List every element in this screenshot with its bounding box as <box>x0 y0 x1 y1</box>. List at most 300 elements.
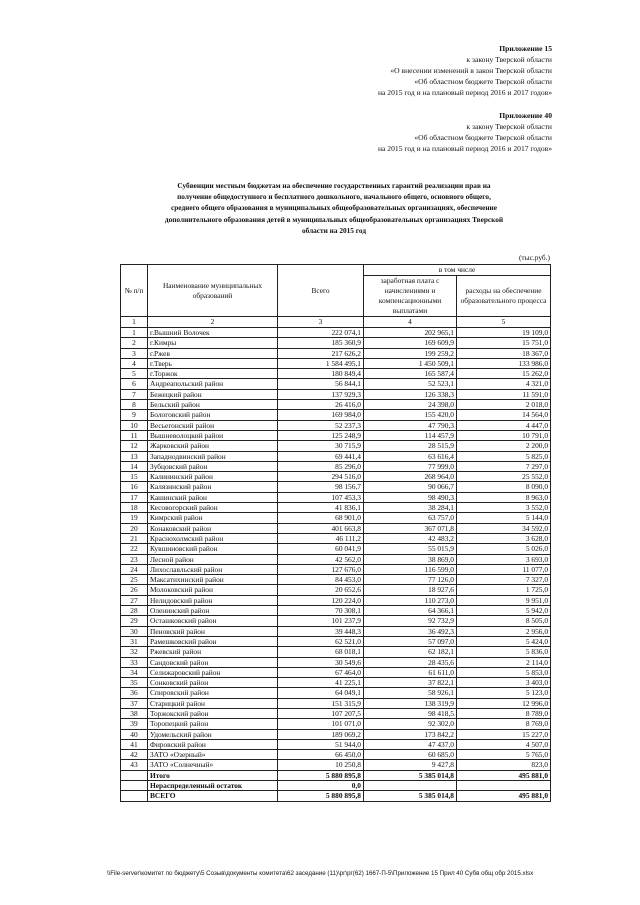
row-salary: 155 420,0 <box>364 410 457 420</box>
row-expenses: 1 725,0 <box>457 585 551 595</box>
table-row <box>121 482 551 492</box>
row-total: 101 071,0 <box>278 719 364 729</box>
row-salary: 92 302,0 <box>364 719 457 729</box>
row-total: 67 464,0 <box>278 667 364 677</box>
summary-blank <box>121 770 148 780</box>
row-salary: 63 616,4 <box>364 451 457 461</box>
row-no: 43 <box>121 760 148 770</box>
row-name: Кесовогорский район <box>148 503 278 513</box>
row-expenses: 3 628,0 <box>457 533 551 543</box>
row-no: 28 <box>121 606 148 616</box>
row-salary: 165 587,4 <box>364 369 457 379</box>
row-total: 41 225,1 <box>278 678 364 688</box>
table-row <box>121 389 551 399</box>
row-salary: 28 515,9 <box>364 441 457 451</box>
row-salary: 24 398,0 <box>364 400 457 410</box>
row-expenses: 7 297,0 <box>457 461 551 471</box>
table-row <box>121 472 551 482</box>
summary-total: 5 880 895,8 <box>278 791 364 801</box>
table-row <box>121 328 551 338</box>
row-name: Осташковский район <box>148 616 278 626</box>
row-total: 151 315,9 <box>278 698 364 708</box>
row-salary: 367 071,8 <box>364 523 457 533</box>
row-expenses: 5 825,0 <box>457 451 551 461</box>
row-salary: 98 418,5 <box>364 708 457 718</box>
row-no: 9 <box>121 410 148 420</box>
table-row <box>121 369 551 379</box>
row-no: 38 <box>121 708 148 718</box>
heading-line: Субвенции местным бюджетам на обеспечение государственных гарантий реализации прав на <box>177 181 491 190</box>
row-expenses: 4 507,0 <box>457 739 551 749</box>
row-name: ЗАТО «Солнечный» <box>148 760 278 770</box>
table-row <box>121 544 551 554</box>
row-salary: 38 284,1 <box>364 503 457 513</box>
row-expenses: 5 765,0 <box>457 750 551 760</box>
document-heading <box>124 180 544 236</box>
column-number: 2 <box>148 317 278 328</box>
header-expenses: расходы на обеспечение образовательного процесса <box>457 276 551 317</box>
row-total: 30 715,9 <box>278 441 364 451</box>
summary-salary <box>364 781 457 791</box>
row-name: Максатихинский район <box>148 575 278 585</box>
row-expenses: 8 789,0 <box>457 708 551 718</box>
row-name: Краснохолмский район <box>148 533 278 543</box>
row-total: 101 237,9 <box>278 616 364 626</box>
row-expenses: 5 026,0 <box>457 544 551 554</box>
table-row <box>121 750 551 760</box>
table-row <box>121 636 551 646</box>
row-name: Оленинский район <box>148 606 278 616</box>
row-total: 68 018,1 <box>278 647 364 657</box>
row-no: 40 <box>121 729 148 739</box>
row-no: 12 <box>121 441 148 451</box>
table-row <box>121 564 551 574</box>
row-no: 16 <box>121 482 148 492</box>
row-total: 107 207,5 <box>278 708 364 718</box>
table-row <box>121 708 551 718</box>
row-expenses: 8 090,0 <box>457 482 551 492</box>
row-salary: 62 182,1 <box>364 647 457 657</box>
row-total: 169 984,0 <box>278 410 364 420</box>
row-salary: 77 126,0 <box>364 575 457 585</box>
row-expenses: 25 552,0 <box>457 472 551 482</box>
row-salary: 18 927,6 <box>364 585 457 595</box>
header-salary: заработная плата с начислениями и компенсационными выплатами <box>364 276 457 317</box>
summary-name: Нераспределенный остаток <box>148 781 278 791</box>
units-label: (тыс.руб.) <box>518 253 550 262</box>
row-no: 7 <box>121 389 148 399</box>
row-no: 6 <box>121 379 148 389</box>
row-no: 33 <box>121 657 148 667</box>
row-name: Нелидовский район <box>148 595 278 605</box>
table-row <box>121 606 551 616</box>
row-no: 15 <box>121 472 148 482</box>
appendix-15-block <box>378 43 552 98</box>
appendix-15-line: к закону Тверской области <box>466 55 552 64</box>
table-row <box>121 667 551 677</box>
row-no: 25 <box>121 575 148 585</box>
row-no: 27 <box>121 595 148 605</box>
row-expenses: 4 447,0 <box>457 420 551 430</box>
row-salary: 60 685,0 <box>364 750 457 760</box>
row-name: г.Ржев <box>148 348 278 358</box>
row-name: Западнодвинский район <box>148 451 278 461</box>
row-no: 39 <box>121 719 148 729</box>
row-no: 1 <box>121 328 148 338</box>
summary-salary: 5 385 014,8 <box>364 770 457 780</box>
row-name: Конаковский район <box>148 523 278 533</box>
row-total: 1 584 495,1 <box>278 358 364 368</box>
row-salary: 47 790,3 <box>364 420 457 430</box>
row-expenses: 15 751,0 <box>457 338 551 348</box>
row-no: 26 <box>121 585 148 595</box>
table-row <box>121 451 551 461</box>
row-name: Сонковский район <box>148 678 278 688</box>
table-row <box>121 760 551 770</box>
summary-total: 0,0 <box>278 781 364 791</box>
table-row <box>121 379 551 389</box>
row-salary: 169 609,9 <box>364 338 457 348</box>
row-salary: 61 611,0 <box>364 667 457 677</box>
row-name: г.Кимры <box>148 338 278 348</box>
row-expenses: 15 262,0 <box>457 369 551 379</box>
row-total: 294 516,0 <box>278 472 364 482</box>
row-total: 10 250,8 <box>278 760 364 770</box>
row-name: Рамешковский район <box>148 636 278 646</box>
table-row <box>121 657 551 667</box>
summary-row <box>121 770 551 780</box>
table-row <box>121 698 551 708</box>
table-row <box>121 492 551 502</box>
table-row <box>121 678 551 688</box>
row-total: 180 849,4 <box>278 369 364 379</box>
appendix-40-line: к закону Тверской области <box>466 122 552 131</box>
row-expenses: 34 592,0 <box>457 523 551 533</box>
row-total: 217 626,2 <box>278 348 364 358</box>
row-name: Андреапольский район <box>148 379 278 389</box>
row-expenses: 4 321,0 <box>457 379 551 389</box>
row-no: 35 <box>121 678 148 688</box>
table-row <box>121 719 551 729</box>
row-total: 107 453,3 <box>278 492 364 502</box>
table-row <box>121 595 551 605</box>
row-expenses: 5 942,0 <box>457 606 551 616</box>
row-no: 8 <box>121 400 148 410</box>
row-name: Зубцовский район <box>148 461 278 471</box>
row-salary: 1 450 509,1 <box>364 358 457 368</box>
row-total: 39 448,3 <box>278 626 364 636</box>
row-salary: 36 492,3 <box>364 626 457 636</box>
row-no: 21 <box>121 533 148 543</box>
row-salary: 173 842,2 <box>364 729 457 739</box>
row-expenses: 12 996,0 <box>457 698 551 708</box>
row-name: Спировский район <box>148 688 278 698</box>
table-row <box>121 441 551 451</box>
row-salary: 114 457,9 <box>364 430 457 440</box>
table-row <box>121 503 551 513</box>
row-name: Весьегонский район <box>148 420 278 430</box>
row-no: 42 <box>121 750 148 760</box>
row-salary: 268 964,0 <box>364 472 457 482</box>
column-number: 1 <box>121 317 148 328</box>
row-expenses: 15 227,0 <box>457 729 551 739</box>
row-expenses: 11 591,0 <box>457 389 551 399</box>
row-total: 26 416,0 <box>278 400 364 410</box>
table-row <box>121 647 551 657</box>
row-name: Бельский район <box>148 400 278 410</box>
row-no: 36 <box>121 688 148 698</box>
row-name: Сандовский район <box>148 657 278 667</box>
row-name: Вышневолоцкий район <box>148 430 278 440</box>
summary-expenses <box>457 781 551 791</box>
row-expenses: 3 693,0 <box>457 554 551 564</box>
row-no: 32 <box>121 647 148 657</box>
row-name: Селижаровский район <box>148 667 278 677</box>
table-row <box>121 338 551 348</box>
summary-row <box>121 791 551 801</box>
row-total: 120 224,0 <box>278 595 364 605</box>
file-path-footer: \\File-server\комитет по бюджету\5 Созыв\документы комитета\62 заседание (11)\рг\рг(62) 1667-П-5\Приложение 15 Прил 40 Субв общ обр 2015.xlsx <box>106 870 534 877</box>
summary-total: 5 880 895,8 <box>278 770 364 780</box>
row-no: 17 <box>121 492 148 502</box>
row-total: 52 237,3 <box>278 420 364 430</box>
heading-line: дополнительного образования детей в муниципальных общеобразовательных организациях Тверской <box>164 214 504 224</box>
row-total: 70 308,1 <box>278 606 364 616</box>
row-salary: 42 483,2 <box>364 533 457 543</box>
row-name: Калязинский район <box>148 482 278 492</box>
row-salary: 202 965,1 <box>364 328 457 338</box>
row-total: 42 562,0 <box>278 554 364 564</box>
row-name: Молоковский район <box>148 585 278 595</box>
row-no: 34 <box>121 667 148 677</box>
row-name: Жарковский район <box>148 441 278 451</box>
row-no: 13 <box>121 451 148 461</box>
row-total: 60 041,9 <box>278 544 364 554</box>
row-total: 222 074,1 <box>278 328 364 338</box>
row-expenses: 3 403,0 <box>457 678 551 688</box>
appendix-40-block <box>378 110 552 154</box>
row-name: Кашинский район <box>148 492 278 502</box>
appendix-15-line: на 2015 год и на плановый период 2016 и 2017 годов» <box>377 88 552 97</box>
row-expenses: 5 853,0 <box>457 667 551 677</box>
summary-salary: 5 385 014,8 <box>364 791 457 801</box>
row-no: 31 <box>121 636 148 646</box>
row-expenses: 14 564,0 <box>457 410 551 420</box>
row-total: 189 069,2 <box>278 729 364 739</box>
column-number: 4 <box>364 317 457 328</box>
summary-blank <box>121 791 148 801</box>
row-no: 23 <box>121 554 148 564</box>
row-expenses: 2 018,0 <box>457 400 551 410</box>
row-total: 64 049,1 <box>278 688 364 698</box>
row-no: 22 <box>121 544 148 554</box>
appendix-15-line: «Об областном бюджете Тверской области <box>414 77 552 86</box>
row-salary: 38 869,0 <box>364 554 457 564</box>
header-including: в том числе <box>364 265 551 276</box>
summary-expenses: 495 881,0 <box>457 770 551 780</box>
summary-expenses: 495 881,0 <box>457 791 551 801</box>
table-row <box>121 575 551 585</box>
row-no: 2 <box>121 338 148 348</box>
row-total: 62 521,0 <box>278 636 364 646</box>
table-row <box>121 626 551 636</box>
row-name: г.Торжок <box>148 369 278 379</box>
header-name: Наименование муниципальных образований <box>148 265 278 317</box>
summary-row <box>121 781 551 791</box>
table-row <box>121 523 551 533</box>
appendix-40-line: на 2015 год и на плановый период 2016 и 2017 годов» <box>377 144 552 153</box>
row-salary: 28 435,6 <box>364 657 457 667</box>
table-row <box>121 410 551 420</box>
row-no: 18 <box>121 503 148 513</box>
summary-blank <box>121 781 148 791</box>
row-no: 14 <box>121 461 148 471</box>
row-expenses: 2 956,0 <box>457 626 551 636</box>
row-expenses: 8 963,0 <box>457 492 551 502</box>
row-no: 3 <box>121 348 148 358</box>
row-name: Бежецкий район <box>148 389 278 399</box>
row-total: 66 450,0 <box>278 750 364 760</box>
row-expenses: 5 123,0 <box>457 688 551 698</box>
row-expenses: 9 951,0 <box>457 595 551 605</box>
subsidies-table <box>120 264 551 802</box>
row-name: г.Тверь <box>148 358 278 368</box>
summary-name: ВСЕГО <box>148 791 278 801</box>
row-salary: 199 259,2 <box>364 348 457 358</box>
row-expenses: 8 505,0 <box>457 616 551 626</box>
row-salary: 126 338,3 <box>364 389 457 399</box>
row-salary: 37 822,1 <box>364 678 457 688</box>
row-expenses: 5 836,0 <box>457 647 551 657</box>
row-salary: 64 366,1 <box>364 606 457 616</box>
row-total: 185 360,9 <box>278 338 364 348</box>
row-salary: 47 437,0 <box>364 739 457 749</box>
row-name: Лесной район <box>148 554 278 564</box>
column-number: 5 <box>457 317 551 328</box>
table-body <box>121 328 551 802</box>
heading-line: среднего общего образования в муниципальных общеобразовательных организациях, обеспечение <box>171 203 497 213</box>
row-salary: 116 599,0 <box>364 564 457 574</box>
appendix-40-title: Приложение 40 <box>499 111 552 120</box>
row-expenses: 8 769,0 <box>457 719 551 729</box>
row-salary: 110 273,0 <box>364 595 457 605</box>
row-total: 125 248,9 <box>278 430 364 440</box>
row-total: 41 836,1 <box>278 503 364 513</box>
row-name: Кувшиновский район <box>148 544 278 554</box>
row-salary: 77 999,0 <box>364 461 457 471</box>
row-no: 30 <box>121 626 148 636</box>
table-row <box>121 430 551 440</box>
row-expenses: 19 109,0 <box>457 328 551 338</box>
row-expenses: 18 367,0 <box>457 348 551 358</box>
row-salary: 9 427,8 <box>364 760 457 770</box>
row-total: 84 453,0 <box>278 575 364 585</box>
row-salary: 57 097,0 <box>364 636 457 646</box>
table-row <box>121 554 551 564</box>
row-salary: 98 490,3 <box>364 492 457 502</box>
row-salary: 90 066,7 <box>364 482 457 492</box>
row-total: 137 929,3 <box>278 389 364 399</box>
row-total: 68 901,0 <box>278 513 364 523</box>
row-name: Лихославльский район <box>148 564 278 574</box>
row-total: 51 944,0 <box>278 739 364 749</box>
heading-line: области на 2015 год <box>301 225 367 235</box>
row-expenses: 3 552,0 <box>457 503 551 513</box>
row-total: 30 549,6 <box>278 657 364 667</box>
row-expenses: 133 986,0 <box>457 358 551 368</box>
header-number: № п/п <box>121 265 148 317</box>
row-name: г.Вышний Волочек <box>148 328 278 338</box>
table-row <box>121 461 551 471</box>
row-total: 85 296,0 <box>278 461 364 471</box>
row-total: 46 111,2 <box>278 533 364 543</box>
table-row <box>121 513 551 523</box>
row-name: Удомельский район <box>148 729 278 739</box>
row-name: Торжокский район <box>148 708 278 718</box>
row-name: Кимрский район <box>148 513 278 523</box>
row-name: ЗАТО «Озерный» <box>148 750 278 760</box>
row-name: Торопецкий район <box>148 719 278 729</box>
row-name: Пеновский район <box>148 626 278 636</box>
row-total: 98 156,7 <box>278 482 364 492</box>
row-name: Калининский район <box>148 472 278 482</box>
row-name: Фировский район <box>148 739 278 749</box>
table-row <box>121 358 551 368</box>
row-salary: 58 926,1 <box>364 688 457 698</box>
row-expenses: 5 144,0 <box>457 513 551 523</box>
table-row <box>121 400 551 410</box>
row-no: 19 <box>121 513 148 523</box>
summary-name: Итого <box>148 770 278 780</box>
table-row <box>121 585 551 595</box>
table-row <box>121 616 551 626</box>
row-expenses: 2 200,0 <box>457 441 551 451</box>
row-no: 20 <box>121 523 148 533</box>
table-row <box>121 348 551 358</box>
row-salary: 138 319,9 <box>364 698 457 708</box>
row-expenses: 10 791,0 <box>457 430 551 440</box>
row-name: Старицкий район <box>148 698 278 708</box>
column-number: 3 <box>278 317 364 328</box>
row-salary: 55 015,9 <box>364 544 457 554</box>
appendix-40-line: «Об областном бюджете Тверской области <box>414 133 552 142</box>
row-expenses: 11 077,0 <box>457 564 551 574</box>
row-salary: 92 732,9 <box>364 616 457 626</box>
header-total: Всего <box>278 265 364 317</box>
row-total: 69 441,4 <box>278 451 364 461</box>
row-expenses: 2 114,0 <box>457 657 551 667</box>
table-row <box>121 739 551 749</box>
row-expenses: 823,0 <box>457 760 551 770</box>
row-no: 5 <box>121 369 148 379</box>
row-no: 37 <box>121 698 148 708</box>
table-row <box>121 729 551 739</box>
row-no: 4 <box>121 358 148 368</box>
table-row <box>121 420 551 430</box>
row-no: 29 <box>121 616 148 626</box>
row-total: 20 652,6 <box>278 585 364 595</box>
row-no: 41 <box>121 739 148 749</box>
row-expenses: 7 327,0 <box>457 575 551 585</box>
row-no: 10 <box>121 420 148 430</box>
row-name: Ржевский район <box>148 647 278 657</box>
row-total: 56 844,1 <box>278 379 364 389</box>
row-no: 11 <box>121 430 148 440</box>
row-name: Бологовский район <box>148 410 278 420</box>
heading-line: получение общедоступного и бесплатного дошкольного, начального общего, основного общего, <box>177 192 491 202</box>
row-salary: 52 523,1 <box>364 379 457 389</box>
table-row <box>121 688 551 698</box>
